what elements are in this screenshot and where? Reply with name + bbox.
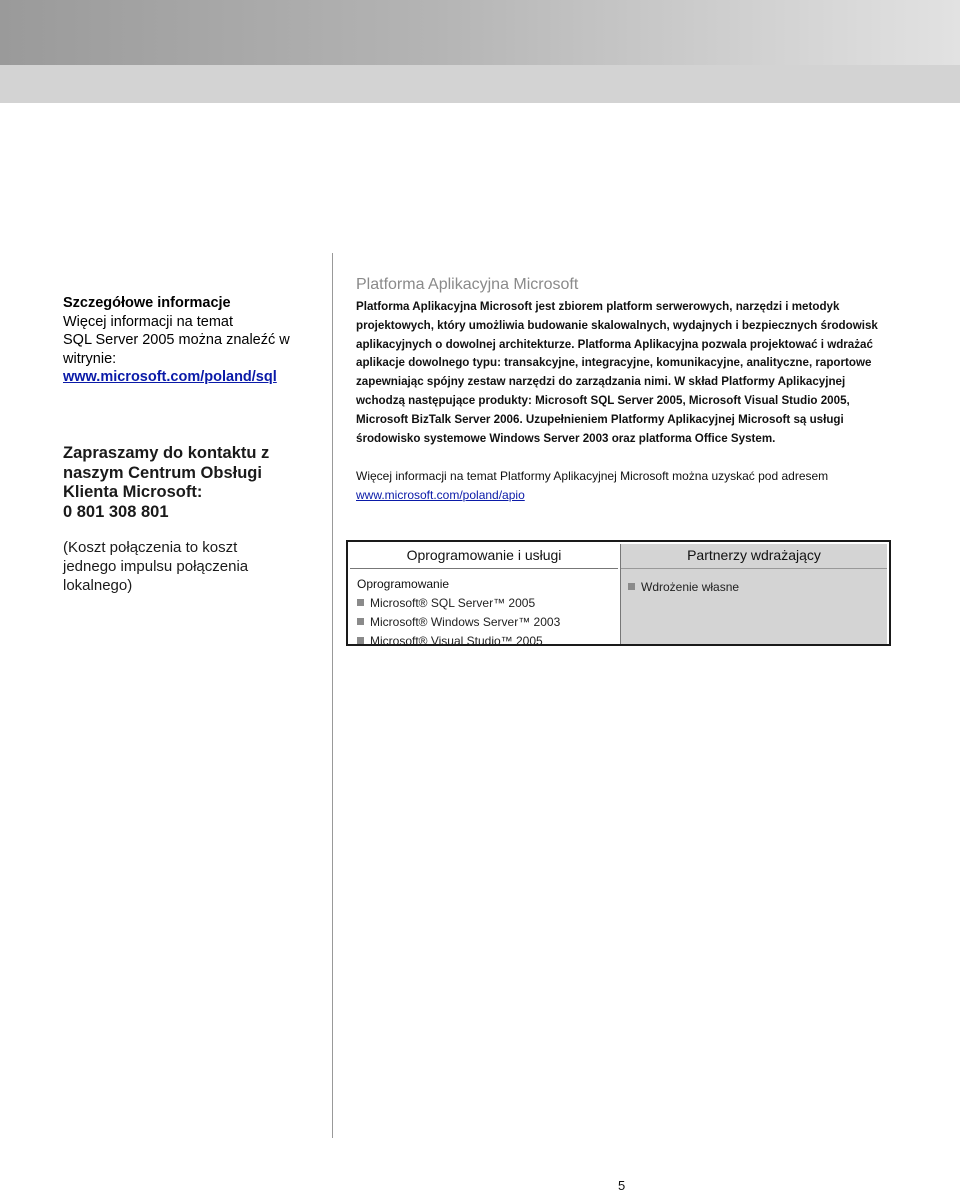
- body-line: środowisko systemowe Windows Server 2003 oraz platforma Office System.: [356, 431, 776, 445]
- apio-link[interactable]: www.microsoft.com/poland/apio: [356, 487, 525, 502]
- page-number: 5: [618, 1178, 626, 1193]
- list-item: [357, 632, 618, 651]
- sidebar-info-line: SQL Server 2005 można znaleźć w: [63, 332, 290, 348]
- list-item: [357, 594, 618, 613]
- body-line: wchodzą następujące produkty: Microsoft SQL Server 2005, Microsoft Visual Studio 2005,: [356, 393, 850, 407]
- bullet-square-icon: [357, 599, 364, 606]
- sidebar-cost-note: [63, 538, 313, 595]
- sql-link[interactable]: www.microsoft.com/poland/sql: [63, 369, 277, 385]
- list-item-label: Wdrożenie własne: [641, 580, 740, 594]
- partners-list: [628, 578, 887, 597]
- cost-line: (Koszt połączenia to koszt: [63, 539, 238, 556]
- list-item-label: Microsoft® SQL Server™ 2005: [370, 596, 536, 610]
- sidebar-info-line: witrynie:: [63, 350, 117, 367]
- body-line: projektowych, który umożliwia budowanie skalowalnych, wydajnych i bezpiecznych środowisk: [356, 318, 878, 332]
- software-subheading: Oprogramowanie: [357, 577, 450, 591]
- contact-line: Zapraszamy do kontaktu z: [63, 444, 270, 462]
- software-column: [350, 544, 618, 648]
- body-line: Platforma Aplikacyjna Microsoft jest zbiorem platform serwerowych, narzędzi i metodyk: [356, 300, 840, 313]
- more-info: [356, 467, 896, 505]
- list-item: [357, 613, 618, 632]
- header-band-top: [0, 0, 960, 65]
- cost-line: lokalnego): [63, 577, 133, 594]
- section-body: [356, 298, 901, 448]
- body-line: aplikacyjnych o dowolnej architekturze. Platforma Aplikacyjna pozwala projektować i wdrażać: [356, 337, 873, 351]
- body-line: zapewniając spójny zestaw narzędzi do zarządzania nimi. W skład Platformy Aplikacyjnej: [356, 375, 846, 389]
- cost-line: jednego impulsu połączenia: [63, 558, 249, 575]
- bullet-square-icon: [628, 583, 635, 590]
- contact-line: naszym Centrum Obsługi: [63, 463, 262, 482]
- list-item-label: Microsoft® Visual Studio™ 2005: [370, 634, 543, 648]
- products-table: [346, 540, 891, 646]
- column-divider: [332, 253, 333, 1138]
- sidebar-info: [63, 294, 313, 387]
- contact-line: Klienta Microsoft:: [63, 483, 203, 501]
- section-title: Platforma Aplikacyjna Microsoft: [356, 276, 579, 293]
- sidebar-contact: [63, 444, 313, 522]
- software-list: [357, 594, 618, 651]
- partners-column: [620, 544, 887, 644]
- sidebar-info-heading: Szczegółowe informacje: [63, 295, 231, 311]
- bullet-square-icon: [357, 618, 364, 625]
- bullet-square-icon: [357, 637, 364, 644]
- body-line: aplikacje dowolnego typu: transakcyjne, integracyjne, komunikacyjne, analityczne, raportowe: [356, 356, 872, 370]
- more-info-text: Więcej informacji na temat Platformy Aplikacyjnej Microsoft można uzyskać pod adresem: [356, 469, 829, 483]
- body-line: Microsoft BizTalk Server 2006. Uzupełnieniem Platformy Aplikacyjnej Microsoft są usługi: [356, 412, 844, 426]
- contact-phone: 0 801 308 801: [63, 502, 169, 521]
- list-item: [628, 578, 887, 597]
- partners-column-header: Partnerzy wdrażający: [621, 544, 887, 569]
- sidebar-info-line: Więcej informacji na temat: [63, 313, 234, 330]
- list-item-label: Microsoft® Windows Server™ 2003: [370, 615, 561, 629]
- header-band-bottom: [0, 65, 960, 103]
- software-column-header: Oprogramowanie i usługi: [350, 544, 618, 569]
